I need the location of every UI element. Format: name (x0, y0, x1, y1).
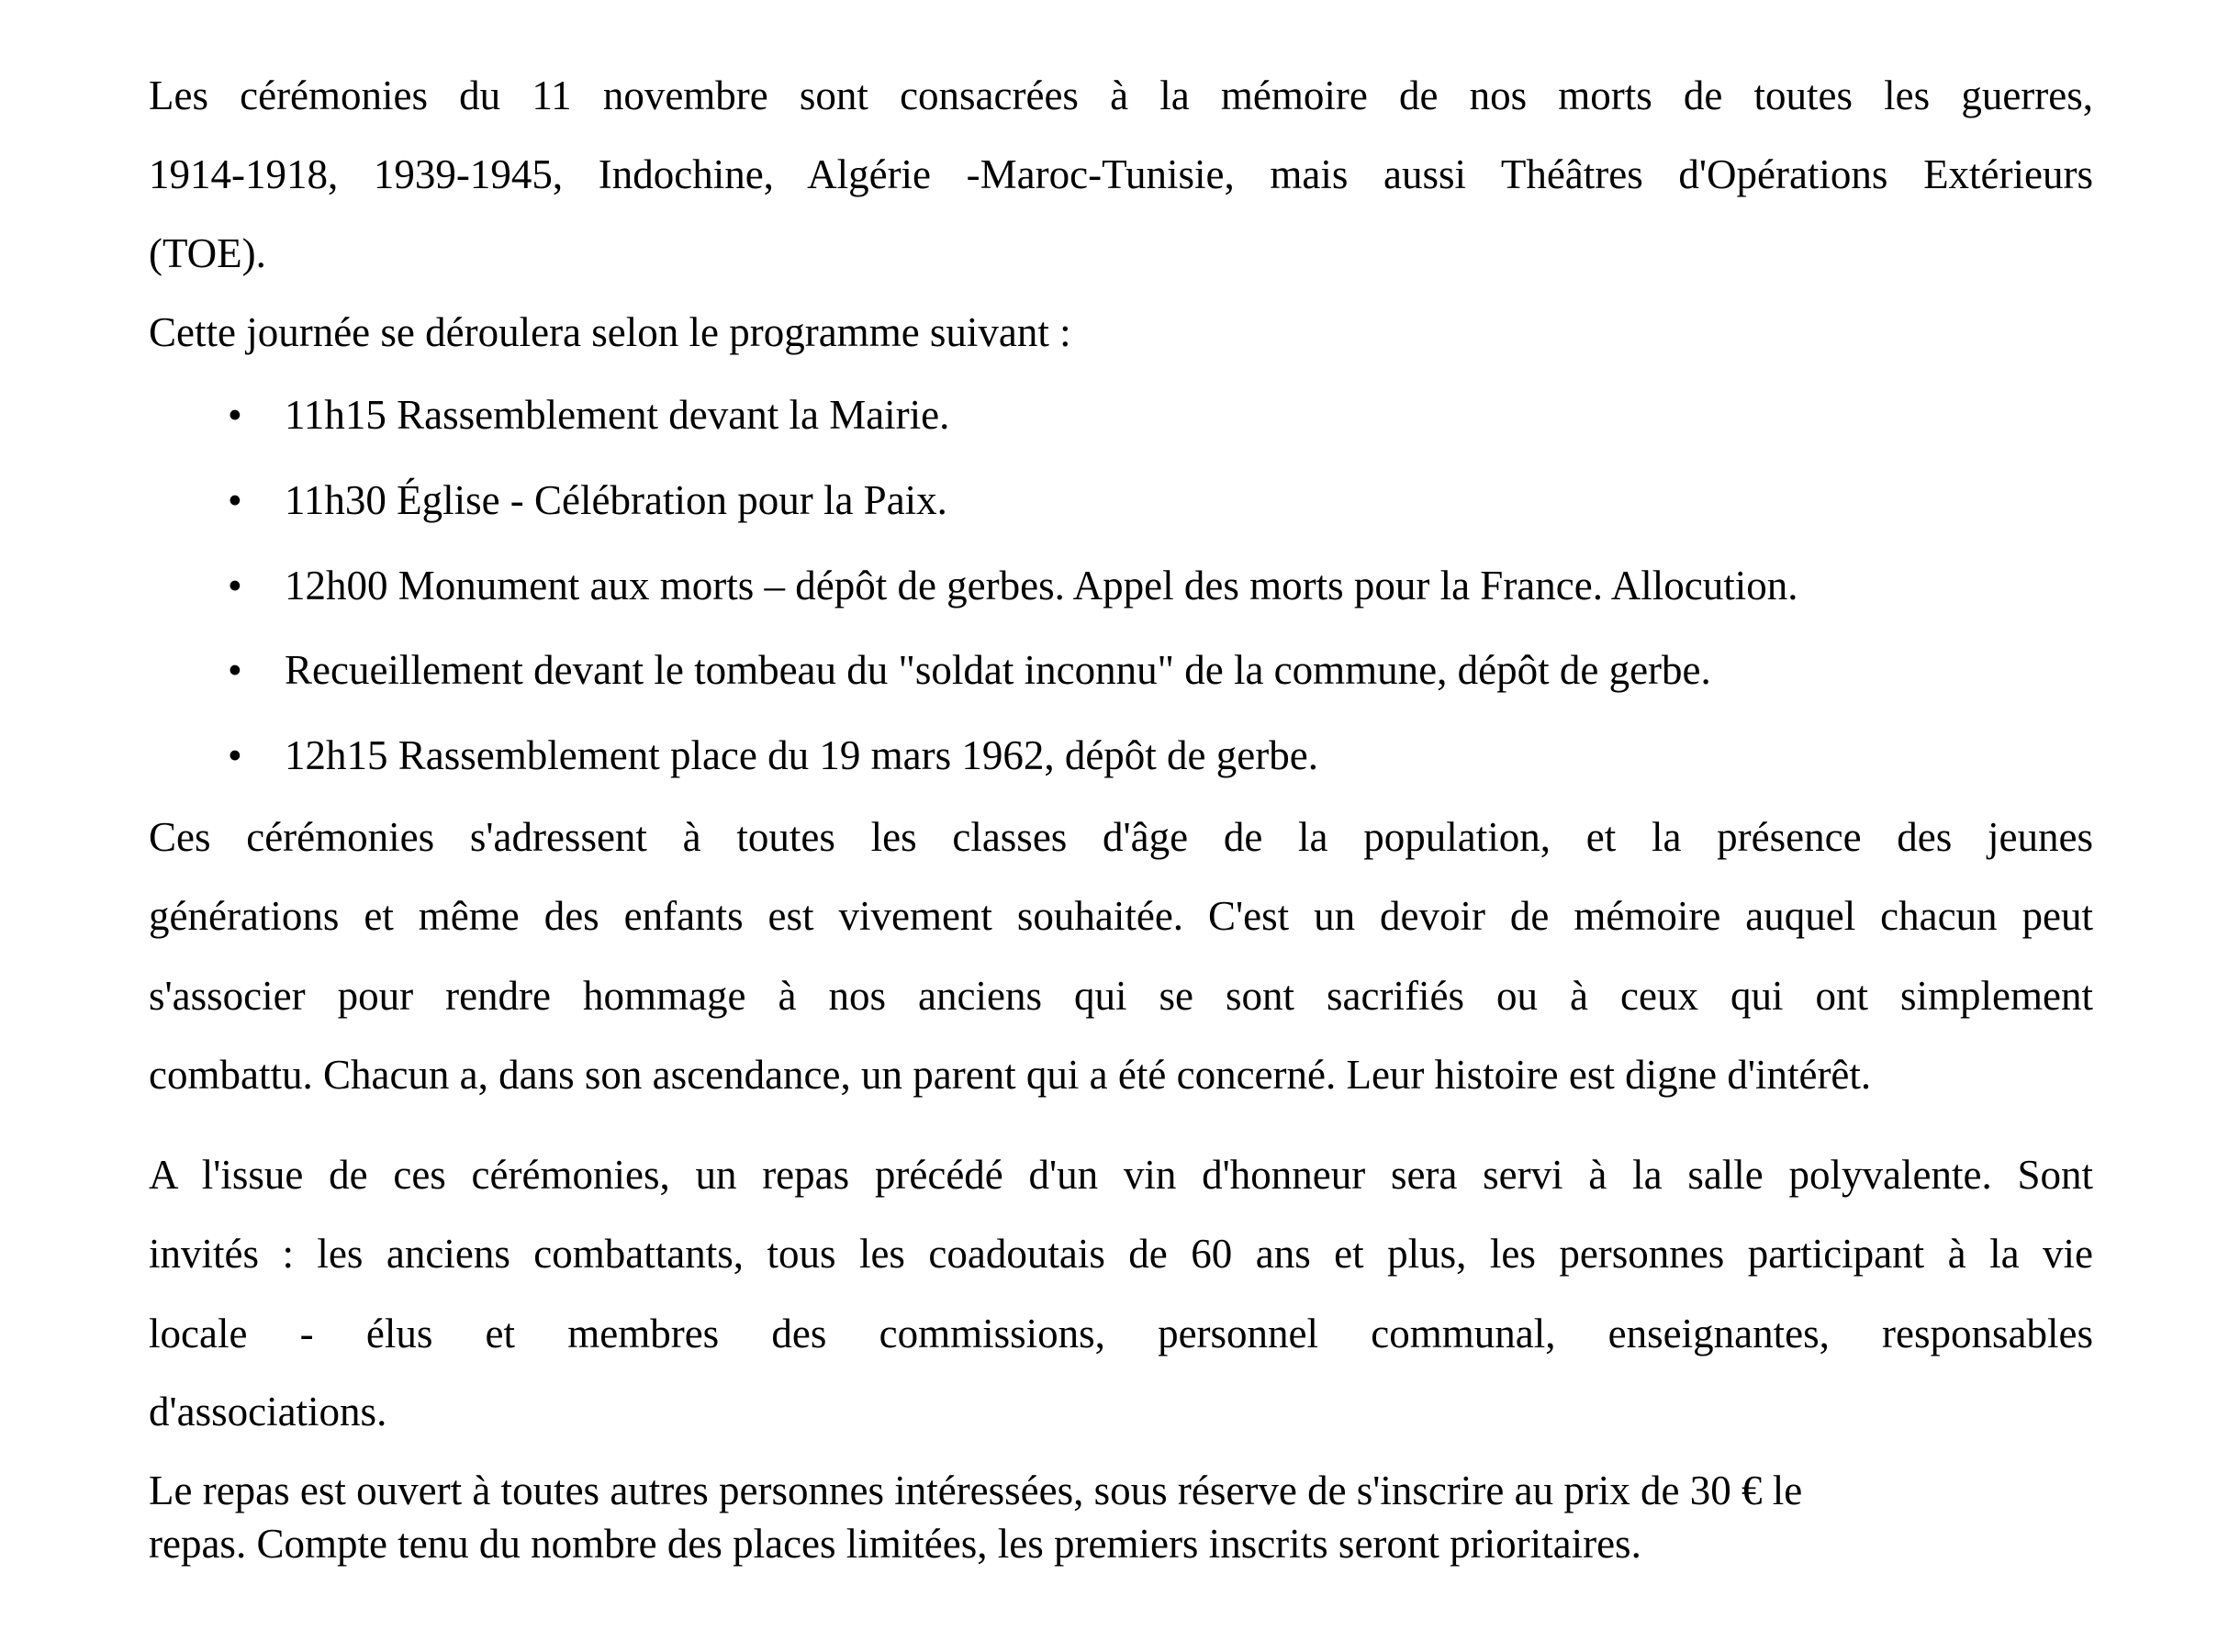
bullet-icon: • (228, 563, 242, 608)
audience-line: combattu. Chacun a, dans son ascendance, un parent qui a été concerné. Leur histoire est digne d'intérêt. (149, 1052, 1872, 1098)
program-item (149, 644, 2093, 696)
program-item (149, 389, 2093, 441)
meal-line: invités : les anciens combattants, tous les coadoutais de 60 ans et plus, les personnes participant à la vie (149, 1231, 2093, 1277)
program-item-text: 12h15 Rassemblement place du 19 mars 1962, dépôt de gerbe. (285, 732, 1318, 778)
program-item (149, 474, 2093, 526)
program-item-text: Recueillement devant le tombeau du "soldat inconnu" de la commune, dépôt de gerbe. (285, 647, 1711, 693)
audience-line: Ces cérémonies s'adressent à toutes les classes d'âge de la population, et la présence des jeunes (149, 814, 2093, 860)
audience-line: s'associer pour rendre hommage à nos anciens qui se sont sacrifiés ou à ceux qui ont simplement (149, 973, 2093, 1019)
program-item-text: 11h30 Église - Célébration pour la Paix. (285, 477, 947, 523)
registration-line: Le repas est ouvert à toutes autres personnes intéressées, sous réserve de s'inscrire au prix de 30 € le (149, 1468, 1803, 1513)
program-item (149, 730, 2093, 781)
intro-line: 1914-1918, 1939-1945, Indochine, Algérie -Maroc-Tunisie, mais aussi Théâtres d'Opérations Extérieurs (149, 151, 2093, 197)
program-item (149, 560, 2093, 611)
bullet-icon: • (228, 392, 242, 438)
intro-line: (TOE). (149, 230, 266, 276)
meal-line: A l'issue de ces cérémonies, un repas précédé d'un vin d'honneur sera servi à la salle polyvalente. Sont (149, 1152, 2093, 1198)
meal-line: d'associations. (149, 1389, 387, 1434)
bullet-icon: • (228, 477, 242, 523)
meal-line: locale - élus et membres des commissions, personnel communal, enseignantes, responsables (149, 1311, 2093, 1356)
audience-line: générations et même des enfants est vivement souhaitée. C'est un devoir de mémoire auquel chacun peut (149, 893, 2093, 939)
program-item-text: 11h15 Rassemblement devant la Mairie. (285, 392, 950, 438)
bullet-icon: • (228, 647, 242, 693)
intro-line: Les cérémonies du 11 novembre sont consacrées à la mémoire de nos morts de toutes les guerres, (149, 73, 2093, 118)
registration-line: repas. Compte tenu du nombre des places limitées, les premiers inscrits seront prioritaires. (149, 1521, 1641, 1567)
bullet-icon: • (228, 732, 242, 778)
program-item-text: 12h00 Monument aux morts – dépôt de gerbes. Appel des morts pour la France. Allocution. (285, 563, 1798, 608)
program-intro: Cette journée se déroulera selon le programme suivant : (149, 309, 1071, 355)
